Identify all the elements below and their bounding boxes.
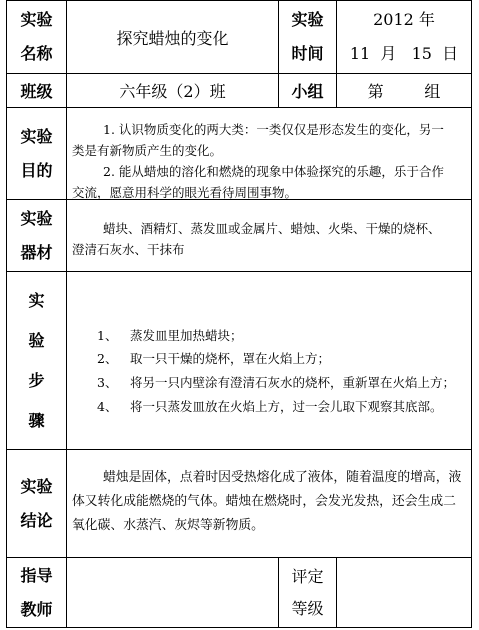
label-line: 教师 (20, 599, 53, 619)
step-number: 4、 (97, 399, 118, 414)
group-label: 小组 (291, 82, 324, 101)
label-line: 实验 (20, 476, 53, 496)
label-line: 时间 (291, 44, 324, 63)
label-line: 名称 (20, 44, 53, 63)
purpose-line: 2. 能从蜡烛的溶化和燃烧的现象中体验探究的乐趣，乐于合作 (103, 164, 444, 179)
date-month-day: 11 月 15 日 (349, 44, 459, 63)
date-year: 2012 年 (373, 10, 435, 29)
grade-value[interactable] (337, 558, 471, 627)
step-text: 将一只蒸发皿放在火焰上方，过一会儿取下观察其底部。 (130, 399, 443, 414)
label-line: 实 (28, 290, 45, 310)
label-line: 等级 (291, 598, 324, 618)
purpose-label (7, 108, 66, 199)
row-divider (6, 271, 472, 272)
conclusion-line: 氧化碳、水蒸汽、灰烬等新物质。 (72, 518, 264, 533)
conclusion-line: 蜡烛是固体，点着时因受热熔化成了液体，随着温度的增高，液 (103, 470, 462, 485)
step-text: 蒸发皿里加热蜡块； (130, 328, 243, 343)
row-divider (6, 449, 472, 450)
label-line: 实验 (20, 10, 53, 29)
table-border-bottom (6, 627, 472, 628)
experiment-name-label (7, 1, 66, 73)
step-text: 将另一只内壁涂有澄清石灰水的烧杯，重新罩在火焰上方； (130, 375, 456, 390)
step-number: 1、 (97, 328, 118, 343)
label-line: 实验 (20, 208, 53, 228)
teacher-value[interactable] (67, 558, 278, 627)
experiment-record-table (6, 0, 472, 628)
materials-line: 蜡块、酒精灯、蒸发皿或金属片、蜡烛、火柴、干燥的烧杯、 (103, 221, 441, 236)
label-line: 结论 (20, 510, 53, 530)
label-line: 器材 (20, 242, 53, 262)
step-text: 取一只干燥的烧杯，罩在火焰上方； (130, 351, 331, 366)
label-line: 实验 (291, 10, 324, 29)
conclusion-label (7, 450, 66, 557)
steps-label (7, 272, 66, 449)
table-border-right (471, 0, 472, 628)
grade-label (279, 558, 336, 627)
class-value: 六年级（2）班 (119, 82, 226, 101)
label-line: 目的 (20, 160, 53, 180)
row-divider (6, 107, 472, 108)
materials-line: 澄清石灰水、干抹布 (72, 242, 185, 257)
label-line: 实验 (20, 126, 53, 146)
conclusion-line: 体又转化成能燃烧的气体。蜡烛在燃烧时，会发光发热，还会生成二 (72, 494, 456, 509)
experiment-name-value: 探究蜡烛的变化 (116, 28, 229, 48)
label-line: 指导 (20, 565, 53, 585)
step-number: 3、 (97, 375, 118, 390)
experiment-date (337, 1, 471, 73)
label-line: 步 (28, 370, 45, 390)
experiment-time-label (279, 1, 336, 73)
label-line: 验 (28, 330, 45, 350)
purpose-line: 1. 认识物质变化的两大类：一类仅仅是形态发生的变化，另一 (103, 122, 444, 137)
materials-label (7, 200, 66, 271)
teacher-label (7, 558, 66, 627)
label-line: 评定 (291, 566, 324, 586)
purpose-line: 类是有新物质产生的变化。 (72, 143, 223, 158)
step-number: 2、 (97, 351, 118, 366)
purpose-line: 交流，愿意用科学的眼光看待周围事物。 (72, 185, 298, 200)
group-value: 第 组 (367, 82, 441, 101)
class-label: 班级 (20, 82, 53, 101)
label-line: 骤 (28, 410, 45, 430)
